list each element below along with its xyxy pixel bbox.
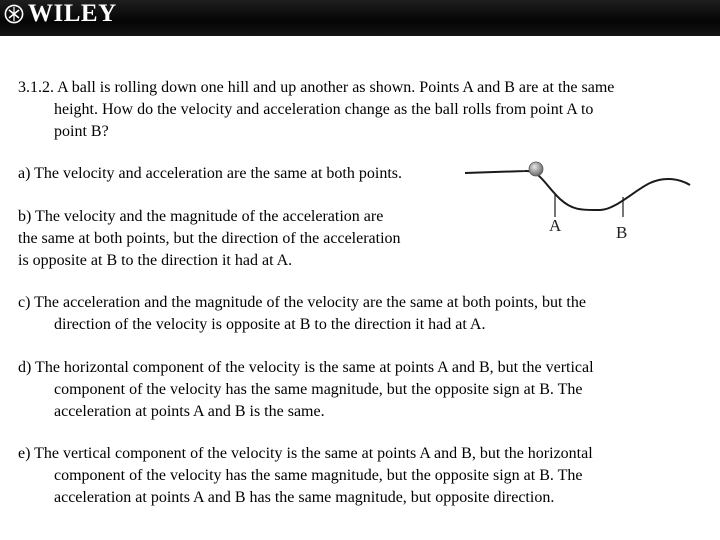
hill-diagram <box>455 155 695 255</box>
option-line: is opposite at B to the direction it had at A. <box>18 252 293 269</box>
logo-text: WILEY <box>28 0 117 27</box>
option-line: b) The velocity and the magnitude of the acceleration are <box>18 208 384 225</box>
point-b-label: B <box>616 223 628 242</box>
question-line: height. How do the velocity and acceleration change as the ball rolls from point A to <box>54 101 594 118</box>
option-line: a) The velocity and acceleration are the same at both points. <box>18 165 402 182</box>
option-line: component of the velocity has the same magnitude, but the opposite sign at B. The <box>54 467 583 484</box>
option-line: direction of the velocity is opposite at B to the direction it had at A. <box>54 316 486 333</box>
wiley-logo <box>4 0 117 28</box>
option-line: c) The acceleration and the magnitude of the velocity are the same at both points, but the <box>18 294 586 311</box>
question-line: 3.1.2. A ball is rolling down one hill and up another as shown. Points A and B are at the same <box>18 79 615 96</box>
option-line: component of the velocity has the same magnitude, but the opposite sign at B. The <box>54 381 583 398</box>
question-line: point B? <box>54 123 109 140</box>
hill-curve <box>465 171 690 210</box>
option-line: e) The vertical component of the velocity is the same at points A and B, but the horizontal <box>18 445 593 462</box>
hill-curve-graphic <box>455 155 695 255</box>
point-a-label: A <box>549 216 562 235</box>
header-bar <box>0 0 720 36</box>
wiley-emblem-icon <box>4 4 24 24</box>
option-line: the same at both points, but the direction of the acceleration <box>18 230 401 247</box>
option-line: d) The horizontal component of the velocity is the same at points A and B, but the vertical <box>18 359 594 376</box>
option-line: acceleration at points A and B has the same magnitude, but opposite direction. <box>54 489 555 506</box>
ball <box>529 162 543 176</box>
option-line: acceleration at points A and B is the same. <box>54 403 325 420</box>
